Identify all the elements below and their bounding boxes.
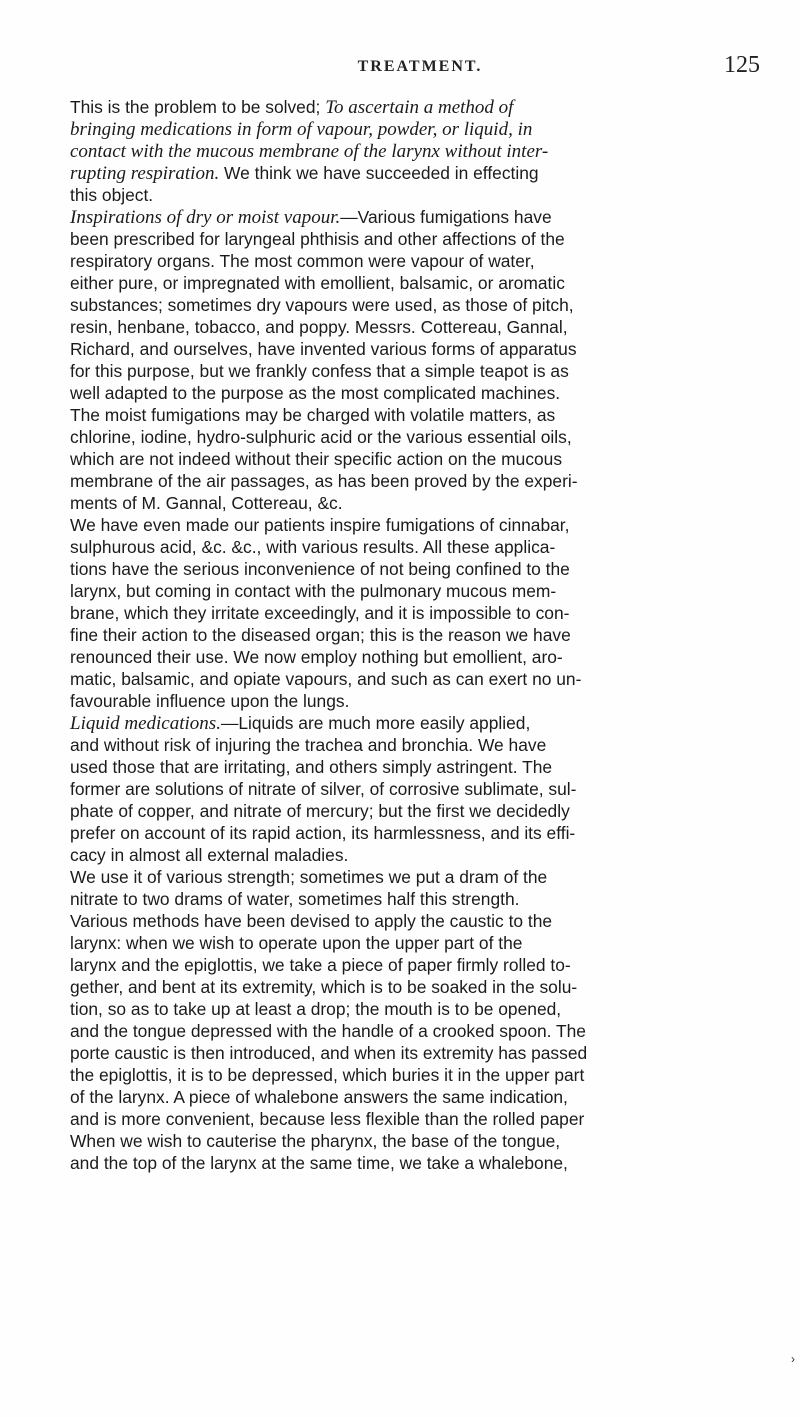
- text-run: This is the problem to be solved;: [70, 97, 326, 117]
- text-run: We think we have succeeded in effecting: [219, 163, 539, 183]
- text-run: cacy in almost all external maladies.: [70, 845, 349, 865]
- running-head: TREATMENT.: [357, 58, 483, 75]
- text-run: Various methods have been devised to apply the caustic to the: [70, 911, 553, 931]
- stray-mark: ›: [791, 1352, 795, 1366]
- text-run: nitrate to two drams of water, sometimes half this strength.: [70, 889, 520, 909]
- text-run: and is more convenient, because less flexible than the rolled paper: [70, 1109, 585, 1129]
- text-line: [70, 382, 736, 404]
- text-line: [70, 250, 736, 272]
- text-line: [70, 118, 736, 140]
- text-run: respiratory organs. The most common were vapour of water,: [70, 251, 535, 271]
- text-run: resin, henbane, tobacco, and poppy. Messrs. Cottereau, Gannal,: [70, 317, 568, 337]
- text-line: [70, 690, 736, 712]
- page-header: [80, 50, 760, 80]
- text-run: favourable influence upon the lungs.: [70, 691, 350, 711]
- text-run: larynx, but coming in contact with the pulmonary mucous mem-: [70, 581, 557, 601]
- text-run: prefer on account of its rapid action, its harmlessness, and its effi-: [70, 823, 576, 843]
- italic-text: Inspirations of dry or moist vapour.: [70, 207, 341, 228]
- italic-text: To ascertain a method of: [325, 97, 514, 118]
- text-line: [70, 866, 736, 888]
- text-line: [70, 558, 736, 580]
- text-line: [70, 140, 736, 162]
- text-run: —Liquids are much more easily applied,: [220, 713, 531, 733]
- text-line: [70, 602, 736, 624]
- text-line: [70, 998, 736, 1020]
- italic-text: rupting respiration.: [70, 163, 220, 184]
- text-line: [70, 162, 736, 184]
- text-line: [70, 646, 736, 668]
- text-line: [70, 1020, 736, 1042]
- text-run: brane, which they irritate exceedingly, and it is impossible to con-: [70, 603, 570, 623]
- text-run: renounced their use. We now employ nothing but emollient, aro-: [70, 647, 563, 667]
- text-run: larynx and the epiglottis, we take a piece of paper firmly rolled to-: [70, 955, 571, 975]
- text-line: [70, 954, 736, 976]
- text-line: [70, 184, 736, 206]
- italic-text: contact with the mucous membrane of the larynx without inter-: [70, 141, 549, 162]
- text-run: matic, balsamic, and opiate vapours, and such as can exert no un-: [70, 669, 582, 689]
- text-line: [70, 888, 736, 910]
- text-run: phate of copper, and nitrate of mercury; but the first we decidedly: [70, 801, 570, 821]
- text-line: [70, 228, 736, 250]
- italic-text: bringing medications in form of vapour, powder, or liquid, in: [70, 119, 533, 140]
- text-line: [70, 1086, 736, 1108]
- text-run: Richard, and ourselves, have invented various forms of apparatus: [70, 339, 577, 359]
- text-run: and the top of the larynx at the same time, we take a whalebone,: [70, 1153, 568, 1173]
- text-line: [70, 844, 736, 866]
- text-line: [70, 1064, 736, 1086]
- text-line: [70, 1130, 736, 1152]
- text-line: [70, 448, 736, 470]
- text-line: [70, 712, 736, 734]
- text-run: When we wish to cauterise the pharynx, the base of the tongue,: [70, 1131, 561, 1151]
- text-line: [70, 756, 736, 778]
- text-run: former are solutions of nitrate of silver, of corrosive sublimate, sul-: [70, 779, 577, 799]
- text-run: chlorine, iodine, hydro-sulphuric acid or the various essential oils,: [70, 427, 572, 447]
- text-run: porte caustic is then introduced, and when its extremity has passed: [70, 1043, 588, 1063]
- text-run: and the tongue depressed with the handle of a crooked spoon. The: [70, 1021, 586, 1041]
- text-line: [70, 272, 736, 294]
- page-number: 125: [724, 52, 760, 78]
- text-run: for this purpose, but we frankly confess that a simple teapot is as: [70, 361, 569, 381]
- text-line: [70, 536, 736, 558]
- text-run: and without risk of injuring the trachea and bronchia. We have: [70, 735, 547, 755]
- text-run: The moist fumigations may be charged with volatile matters, as: [70, 405, 556, 425]
- text-run: either pure, or impregnated with emollient, balsamic, or aromatic: [70, 273, 565, 293]
- text-line: [70, 338, 736, 360]
- text-run: this object.: [70, 185, 154, 205]
- text-run: We use it of various strength; sometimes we put a dram of the: [70, 867, 548, 887]
- text-run: been prescribed for laryngeal phthisis and other affections of the: [70, 229, 565, 249]
- text-line: [70, 514, 736, 536]
- text-line: [70, 492, 736, 514]
- text-line: [70, 294, 736, 316]
- text-line: [70, 976, 736, 998]
- text-run: tions have the serious inconvenience of not being confined to the: [70, 559, 570, 579]
- text-run: sulphurous acid, &c. &c., with various results. All these applica-: [70, 537, 556, 557]
- text-line: [70, 580, 736, 602]
- text-line: [70, 910, 736, 932]
- text-line: [70, 822, 736, 844]
- text-run: tion, so as to take up at least a drop; the mouth is to be opened,: [70, 999, 562, 1019]
- text-line: [70, 734, 736, 756]
- text-line: [70, 624, 736, 646]
- text-line: [70, 668, 736, 690]
- text-run: of the larynx. A piece of whalebone answers the same indication,: [70, 1087, 568, 1107]
- text-run: well adapted to the purpose as the most complicated machines.: [70, 383, 561, 403]
- text-line: [70, 360, 736, 382]
- text-line: [70, 1152, 736, 1174]
- text-run: larynx: when we wish to operate upon the upper part of the: [70, 933, 523, 953]
- text-run: the epiglottis, it is to be depressed, which buries it in the upper part: [70, 1065, 585, 1085]
- text-run: gether, and bent at its extremity, which is to be soaked in the solu-: [70, 977, 578, 997]
- text-line: [70, 404, 736, 426]
- text-line: [70, 800, 736, 822]
- text-line: [70, 932, 736, 954]
- text-run: fine their action to the diseased organ; this is the reason we have: [70, 625, 571, 645]
- text-line: [70, 1108, 736, 1130]
- text-line: [70, 206, 736, 228]
- text-line: [70, 426, 736, 448]
- text-run: —Various fumigations have: [340, 207, 552, 227]
- text-run: We have even made our patients inspire fumigations of cinnabar,: [70, 515, 570, 535]
- text-line: [70, 470, 736, 492]
- text-run: used those that are irritating, and others simply astringent. The: [70, 757, 553, 777]
- italic-text: Liquid medications.: [70, 713, 221, 734]
- text-run: substances; sometimes dry vapours were used, as those of pitch,: [70, 295, 574, 315]
- text-run: which are not indeed without their specific action on the mucous: [70, 449, 563, 469]
- text-run: ments of M. Gannal, Cottereau, &c.: [70, 493, 343, 513]
- body-text: [70, 96, 736, 1174]
- text-run: membrane of the air passages, as has been proved by the experi-: [70, 471, 578, 491]
- text-line: [70, 316, 736, 338]
- text-line: [70, 96, 736, 118]
- text-line: [70, 778, 736, 800]
- text-line: [70, 1042, 736, 1064]
